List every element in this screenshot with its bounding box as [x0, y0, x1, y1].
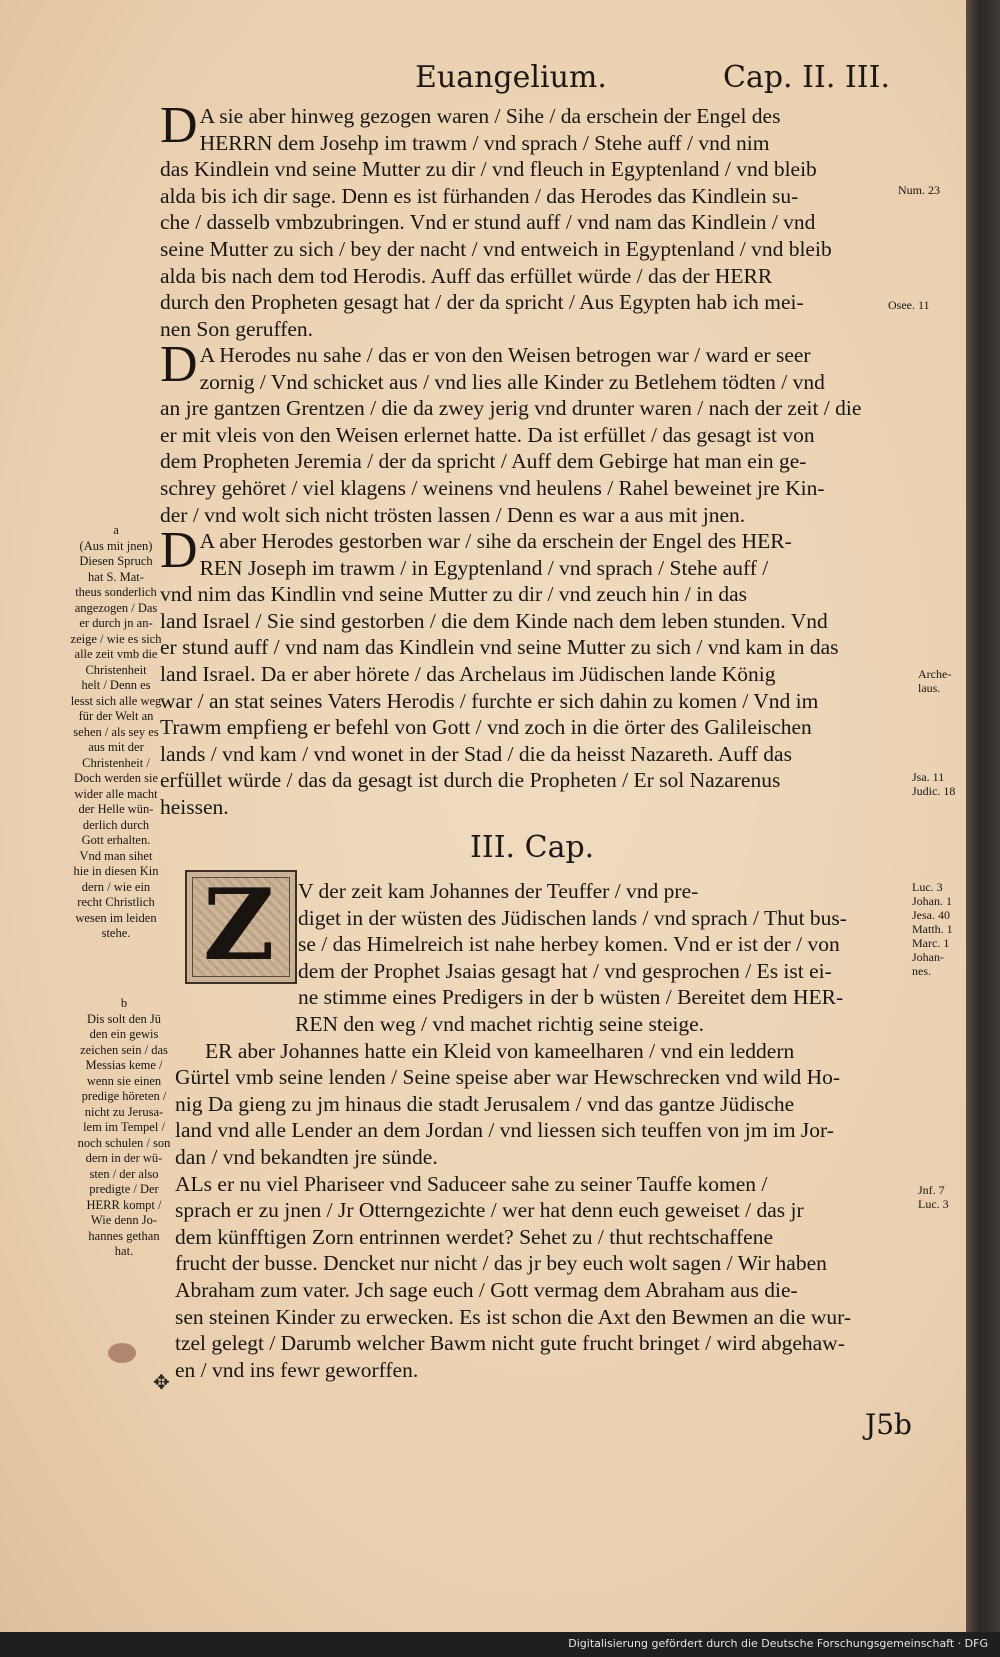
note-line: hat. — [114, 1244, 134, 1258]
text-line: nen Son geruffen. — [160, 316, 314, 341]
text-line: ne stimme eines Predigers in der b wüsten / Bereitet dem HER- — [298, 985, 844, 1010]
note-line: dern in der wü- — [85, 1151, 163, 1165]
text-line: land vnd alle Lender an dem Jordan / vnd liessen sich teuffen von jm im Jor- — [175, 1118, 834, 1143]
text-line: en / vnd ins fewr geworffen. — [175, 1357, 419, 1382]
note-line: predige höreten / — [81, 1089, 167, 1103]
initial-letter: Z — [203, 868, 275, 983]
chapter3-paragraph-2 — [175, 1038, 875, 1065]
ref-line: Luc. 3 — [918, 1197, 949, 1211]
text-line: che / dasselb vmbzubringen. Vnd er stund auff / vnd nam das Kindlein / vnd — [160, 210, 816, 235]
note-line: Messias keme / — [85, 1058, 163, 1072]
note-line: zeige / wie es sich — [70, 631, 162, 646]
dropcap-d: D — [160, 336, 198, 393]
text-line: das Kindlein vnd seine Mutter zu dir / vnd fleuch in Egyptenland / vnd bleib — [160, 157, 817, 182]
text-line: se / das Himelreich ist nahe herbey komen. Vnd er ist der / von — [298, 932, 840, 957]
fleuron-icon: ✥ — [153, 1370, 170, 1394]
margin-ref-osee — [888, 298, 930, 312]
note-line: der Helle wün- — [78, 802, 154, 816]
text-line: dem Propheten Jeremia / der da spricht / Auff dem Gebirge hat man ein ge- — [160, 449, 807, 474]
footer-credit: Digitalisierung gefördert durch die Deutsche Forschungsgemeinschaft · DFG — [568, 1637, 988, 1650]
note-line: theus sonderlich — [75, 585, 157, 599]
text-line: sprach er zu jnen / Jr Otterngezichte / wer hat denn euch geweiset / das jr — [175, 1198, 804, 1223]
page-edge — [966, 0, 1000, 1632]
text-line: REN Joseph im trawm / in Egyptenland / vnd sprach / Stehe auff / — [199, 555, 769, 580]
note-line: alle zeit vmb die — [74, 647, 158, 661]
text-line: seine Mutter zu sich / bey der nacht / vnd entweich in Egyptenland / vnd bleib — [160, 236, 832, 261]
text-line: tzel gelegt / Darumb welcher Bawm nicht gute frucht bringet / wird abgehaw- — [175, 1331, 845, 1356]
note-line: hannes gethan — [88, 1228, 160, 1243]
note-line: stehe. — [101, 926, 131, 940]
ref-line: Jesa. 40 — [912, 908, 950, 922]
text-line: land Israel. Da er aber hörete / das Archelaus im Jüdischen lande König — [160, 661, 776, 686]
note-line: Doch werden sie — [74, 771, 158, 785]
text-line: V der zeit kam Johannes der Teuffer / vnd pre- — [298, 879, 699, 903]
text-line: vnd nim das Kindlin vnd seine Mutter zu dir / vnd zeuch hin / in das — [160, 582, 747, 607]
margin-ref-arche — [918, 667, 951, 695]
text-line: A Herodes nu sahe / das er von den Weisen betrogen war / ward er seer — [199, 343, 811, 367]
chapter3-body — [175, 1011, 875, 1383]
note-line: Christenheit — [85, 662, 147, 677]
ref-line: Num. 23 — [898, 183, 940, 197]
note-line: dern / wie ein — [81, 879, 151, 894]
text-line: durch den Propheten gesagt hat / der da spricht / Aus Egypten hab ich mei- — [160, 290, 804, 315]
note-line: lesst sich alle weg — [70, 693, 162, 708]
note-line: noch schulen / son — [77, 1135, 171, 1150]
text-line: dem künfftigen Zorn entrinnen werdet? Sehet zu / thut rechtschaffene — [175, 1224, 774, 1249]
text-line: Gürtel vmb seine lenden / Seine speise aber war Hewschrecken vnd wild Ho- — [175, 1065, 841, 1090]
margin-ref-jesa-judic — [912, 770, 955, 798]
decorated-initial — [185, 870, 297, 984]
text-line: nig Da gieng zu jm hinaus die stadt Jerusalem / vnd das gantze Jüdische — [175, 1091, 795, 1116]
text-line: A aber Herodes gestorben war / sihe da erschein der Engel des HER- — [199, 529, 792, 553]
text-line: schrey gehöret / viel klagens / weinens vnd heulens / Rahel beweinet jre Kin- — [160, 475, 825, 500]
paragraph-3 — [160, 522, 860, 821]
text-line: war / an stat seines Vaters Herodis / furchte er sich dahin zu komen / Vnd im — [160, 688, 819, 713]
ref-line: Johan- — [912, 950, 944, 964]
note-line: recht Christlich — [77, 895, 155, 909]
text-line: er stund auff / vnd nam das Kindlein vnd seine Mutter zu sich / vnd kam in das — [160, 635, 839, 660]
text-line: land Israel / Sie sind gestorben / die dem Kinde nach dem leben stunden. Vnd — [160, 608, 828, 633]
note-line: hie in diesen Kin — [73, 864, 159, 878]
text-line: frucht der busse. Dencket nur nicht / das jr bey euch wolt sagen / Wir haben — [175, 1251, 827, 1276]
note-line: wider alle macht — [74, 786, 158, 801]
note-line: HERR kompt / — [86, 1197, 162, 1212]
margin-note-b — [64, 996, 184, 1260]
ref-line: Judic. 18 — [912, 784, 956, 798]
text-line: alda bis ich dir sage. Denn es ist fürhanden / das Herodes das Kindlein su- — [160, 183, 799, 208]
text-line: lands / vnd kam / vnd wonet in der Stad / die da heisst Nazareth. Auff das — [160, 741, 792, 766]
note-line: helt / Denn es — [81, 678, 151, 692]
note-line: nicht zu Jerusa- — [84, 1104, 164, 1119]
chapter-heading: III. Cap. — [470, 830, 595, 865]
text-line: REN den weg / vnd machet richtig seine steige. — [295, 1012, 704, 1036]
page-signature: J5b — [865, 1408, 912, 1441]
chapter3-opening — [298, 878, 868, 1011]
note-line: derlich durch — [82, 817, 150, 832]
ref-line: Johan. 1 — [912, 894, 952, 908]
text-line: sen steinen Kinder zu erwecken. Es ist schon die Axt den Bewmen an die wur- — [175, 1304, 852, 1329]
note-line: sehen / als sey es — [73, 724, 159, 739]
dropcap-d: D — [160, 97, 198, 154]
dropcap-d: D — [160, 522, 198, 579]
paragraph-1 — [160, 97, 860, 342]
note-line: für der Welt an — [78, 709, 154, 723]
note-line: wenn sie einen — [86, 1073, 162, 1088]
ref-line: Luc. 3 — [912, 880, 943, 894]
note-line: (Aus mit jnen) — [79, 538, 153, 553]
note-marker: a — [113, 523, 119, 537]
margin-ref-luc — [918, 1183, 949, 1211]
note-line: wesen im leiden — [75, 910, 157, 925]
text-line: diget in der wüsten des Jüdischen lands / vnd sprach / Thut bus- — [298, 905, 847, 930]
note-marker: b — [120, 996, 128, 1010]
note-line: aus mit der — [88, 740, 144, 754]
note-line: Dis solt den Jü — [87, 1011, 161, 1026]
text-line: dem der Prophet Jsaias gesagt hat / vnd gesprochen / Es ist ei- — [298, 958, 832, 983]
note-line: Gott erhalten. — [81, 833, 151, 847]
note-line: lem im Tempel / — [83, 1120, 165, 1134]
note-line: Diesen Spruch — [79, 554, 153, 568]
main-text-ch2 — [160, 97, 862, 821]
running-title: Euangelium. — [415, 60, 607, 95]
note-line: Christenheit / — [82, 755, 150, 770]
note-line: predigte / Der — [89, 1182, 159, 1196]
note-line: er durch jn an- — [79, 616, 153, 630]
text-line: dan / vnd bekandten jre sünde. — [175, 1144, 438, 1169]
note-line: zeichen sein / das — [80, 1042, 168, 1057]
margin-ref-num — [898, 183, 940, 197]
text-line: ER aber Johannes hatte ein Kleid von kameelharen / vnd ein leddern — [205, 1038, 795, 1063]
note-line: angezogen / Das — [74, 600, 158, 615]
text-line: HERRN dem Josehp im trawm / vnd sprach / Stehe auff / vnd nim — [199, 130, 770, 155]
ref-line: laus. — [918, 681, 941, 695]
ref-line: Arche- — [918, 667, 952, 681]
text-line: Abraham zum vater. Jch sage euch / Gott vermag dem Abraham aus die- — [175, 1277, 798, 1302]
ref-line: Marc. 1 — [912, 936, 950, 950]
paper-stain — [108, 1343, 136, 1363]
ref-line: Jsa. 11 — [912, 770, 945, 784]
chapter3-paragraph-3 — [175, 1171, 875, 1384]
text-line: er mit vleis von den Weisen erlernet hatte. Da ist erfüllet / das gesagt ist von — [160, 422, 815, 447]
text-line: der / vnd wolt sich nicht trösten lassen / Denn es war a aus mit jnen. — [160, 502, 746, 527]
text-line: erfüllet würde / das da gesagt ist durch die Propheten / Er sol Nazarenus — [160, 768, 781, 793]
text-line: A sie aber hinweg gezogen waren / Sihe / da erschein der Engel des — [199, 104, 781, 128]
text-line: ALs er nu viel Phariseer vnd Saduceer sahe zu seiner Tauffe komen / — [175, 1171, 768, 1196]
note-line: den ein gewis — [89, 1027, 159, 1041]
paragraph-2 — [160, 336, 862, 528]
text-line: zornig / Vnd schicket aus / vnd lies alle Kinder zu Betlehem tödten / vnd — [199, 369, 825, 394]
note-line: Wie denn Jo- — [90, 1213, 158, 1227]
chapter3-paragraph-2-cont — [175, 1064, 875, 1170]
text-line: an jre gantzen Grentzen / die da zwey jerig vnd drunter waren / nach der zeit / die — [160, 396, 862, 421]
note-line: sten / der also — [89, 1166, 159, 1181]
text-line: heissen. — [160, 794, 229, 819]
ref-line: Matth. 1 — [912, 922, 953, 936]
ref-line: nes. — [912, 964, 931, 978]
ref-line: Jnf. 7 — [918, 1183, 945, 1197]
note-line: Vnd man sihet — [79, 848, 153, 863]
text-line: Trawm empfieng er befehl von Gott / vnd zoch in die örter des Galileischen — [160, 715, 812, 740]
chapter-marker: Cap. II. III. — [723, 60, 890, 95]
ref-line: Osee. 11 — [888, 298, 930, 312]
note-line: hat S. Mat- — [88, 569, 144, 584]
margin-ref-ch3 — [912, 880, 953, 978]
text-line: alda bis nach dem tod Herodis. Auff das erfüllet würde / das der HERR — [160, 263, 773, 288]
margin-note-a — [56, 523, 176, 942]
running-header — [160, 60, 920, 100]
